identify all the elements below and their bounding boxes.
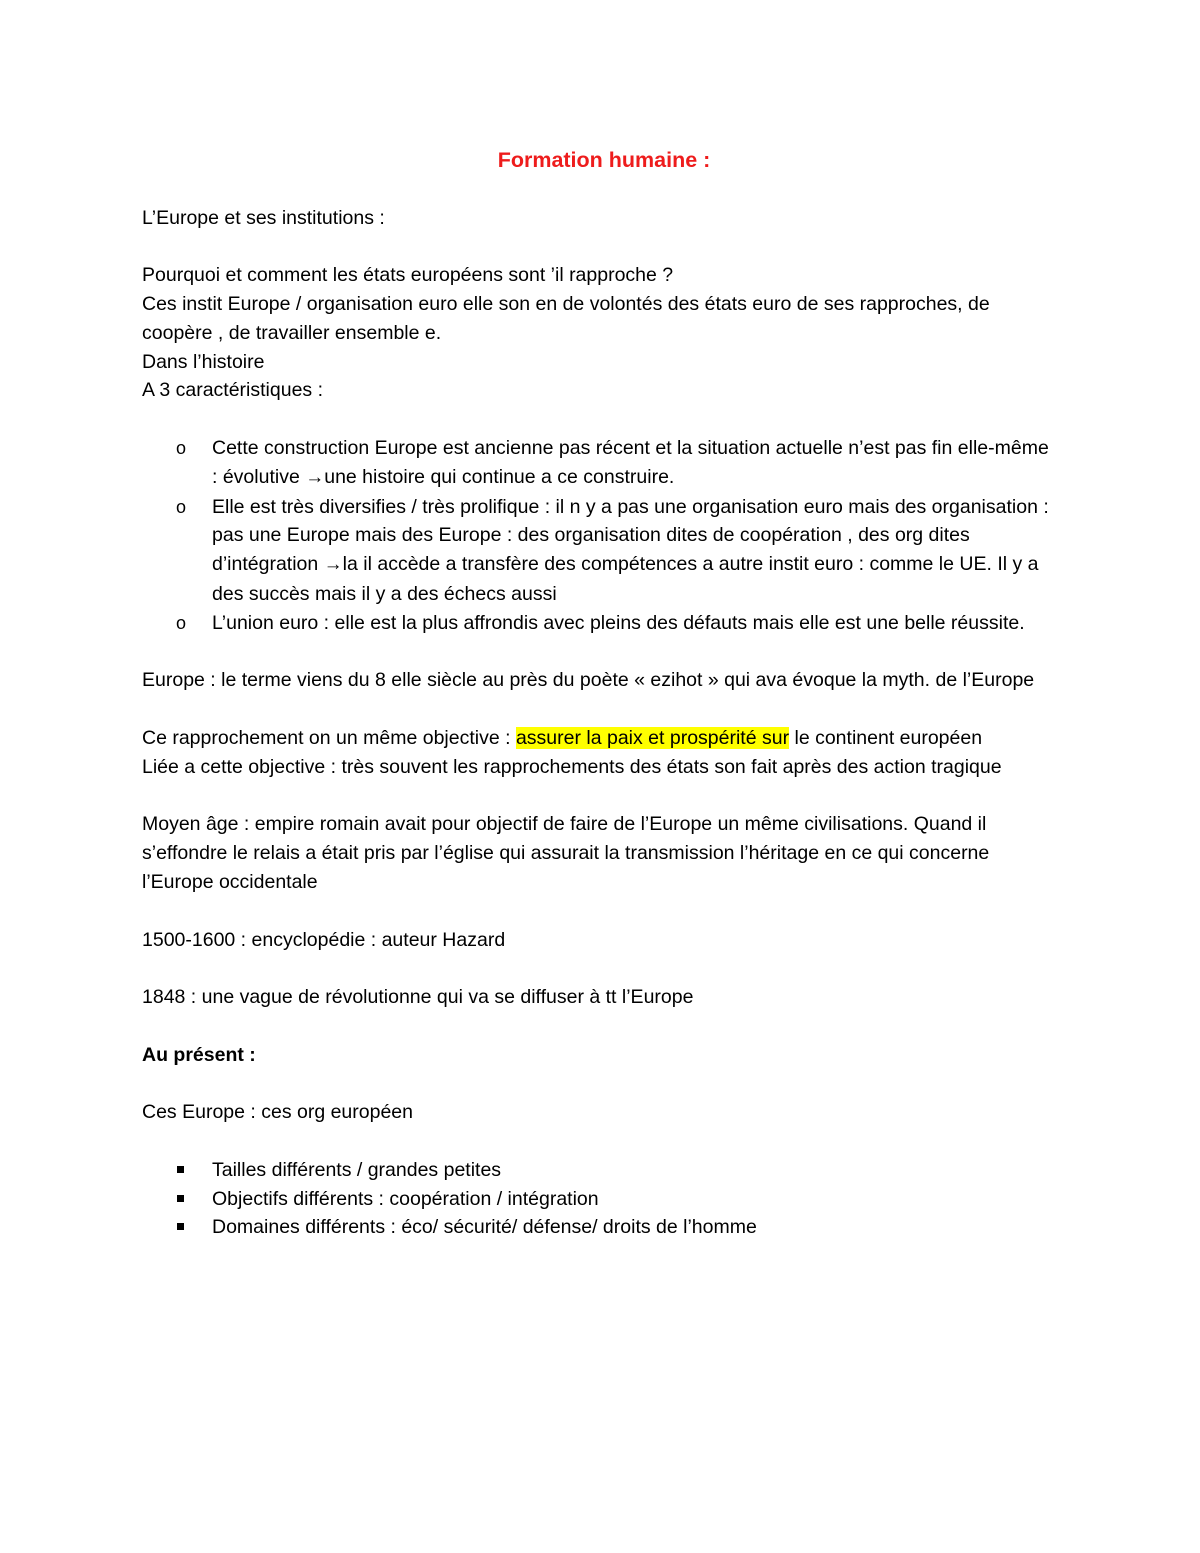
list-item: o L’union euro : elle est la plus affrondis avec pleins des défauts mais elle est une belle réussite. — [142, 609, 1050, 638]
history-line: Dans l’histoire — [142, 350, 265, 373]
spacer — [142, 232, 1050, 261]
spacer — [142, 897, 1050, 926]
characteristics-line: A 3 caractéristiques : — [142, 379, 324, 402]
section-heading-present: Au présent : — [142, 1043, 256, 1066]
spacer — [142, 1070, 1050, 1099]
intro-paragraph: Ces instit Europe / organisation euro elle son en de volontés des états euro de ses rapproches, de coopère , de travailler ensemble e. — [142, 292, 990, 344]
moyen-age-paragraph: Moyen âge : empire romain avait pour objectif de faire de l’Europe un même civilisations. Quand il s’effondre le relais a était pris par l’église qui assurait la transmission l’héritage en ce qui concerne l’Europe occidentale — [142, 813, 990, 893]
highlighted-text: assurer la paix et prospérité sur — [515, 726, 790, 749]
spacer — [142, 782, 1050, 811]
characteristics-list — [142, 434, 1050, 638]
spacer — [142, 954, 1050, 983]
spacer — [142, 695, 1050, 724]
arrow-icon: → — [323, 554, 343, 576]
spacer — [142, 638, 1050, 667]
rapprochement-paragraph: Ce rapprochement on un même objective : assurer la paix et prospérité sur le continent européen — [142, 726, 983, 749]
spacer — [142, 1127, 1050, 1156]
subject-line: L’Europe et ses institutions : — [142, 206, 385, 229]
period-1848-line: 1848 : une vague de révolutionne qui va se diffuser à tt l’Europe — [142, 986, 694, 1009]
list-item: Domaines différents : éco/ sécurité/ défense/ droits de l’homme — [142, 1213, 1050, 1242]
period-1500-line: 1500-1600 : encyclopédie : auteur Hazard — [142, 928, 506, 951]
list-item: Tailles différents / grandes petites — [142, 1156, 1050, 1185]
spacer — [142, 1012, 1050, 1041]
spacer — [142, 405, 1050, 434]
list-item: Objectifs différents : coopération / intégration — [142, 1185, 1050, 1214]
arrow-icon: → — [305, 466, 325, 488]
ces-europe-line: Ces Europe : ces org européen — [142, 1101, 414, 1124]
list-item: o Elle est très diversifies / très prolifique : il n y a pas une organisation euro mais des organisation : pas une Europe mais des Europe : des organisation dites de coopération , des org dites d’intégration →la il accède a transfère des compétences a autre instit euro : comme le UE. Il y a des succès mais il y a des échecs aussi — [142, 493, 1050, 609]
question-line: Pourquoi et comment les états européens sont ’il rapproche ? — [142, 264, 674, 287]
differences-list — [142, 1156, 1050, 1242]
europe-paragraph: Europe : le terme viens du 8 elle siècle au près du poète « ezihot » qui ava évoque la myth. de l’Europe — [142, 669, 1035, 692]
liee-paragraph: Liée a cette objective : très souvent les rapprochements des états son fait après des action tragique — [142, 755, 1002, 778]
document-title: Formation humaine : — [497, 148, 711, 172]
list-item: o Cette construction Europe est ancienne pas récent et la situation actuelle n’est pas fin elle-même : évolutive →une histoire qui continue a ce construire. — [142, 434, 1050, 493]
